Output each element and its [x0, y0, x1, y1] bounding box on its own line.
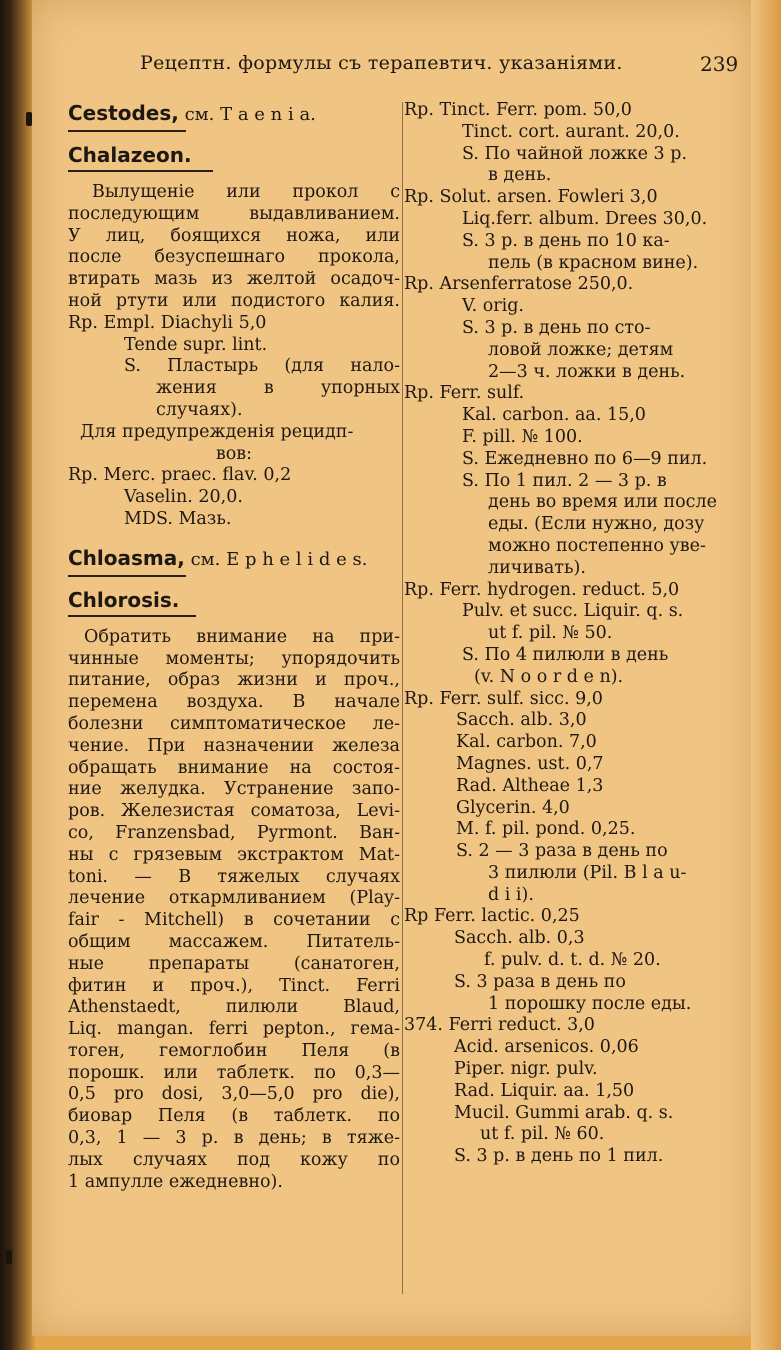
recipe-line: S. По чайной ложке 3 р. [462, 143, 688, 164]
recipe-line: M. f. pil. pond. 0,25. [456, 819, 636, 840]
cross-reference: см. E p h e l i d e s. [184, 548, 368, 570]
text-line: Вылущеніе или прокол с [92, 182, 400, 202]
recipe-line: Sacch. alb. 3,0 [456, 710, 587, 731]
recipe-line: Sacch. alb. 0,3 [454, 928, 585, 949]
entry-heading-chalazeon: Chalazeon. [68, 143, 192, 167]
recipe-line: S. 3 р. в день по 1 пил. [454, 1146, 664, 1167]
recipe-line: Pulv. et succ. Liquir. q. s. [462, 601, 684, 622]
text-line: общим массажем. Питатель- [68, 931, 400, 952]
recipe-line: личивать). [488, 557, 586, 578]
recipe-line: 3 пилюли (Pil. B l a u- [488, 862, 687, 883]
recipe-line: Acid. arsenicos. 0,06 [454, 1037, 639, 1058]
recipe-line: S. По 4 пилюли в день [462, 644, 669, 665]
recipe-line: Kal. carbon. aa. 15,0 [462, 405, 646, 426]
recipe-line: Rp. Arsenferratose 250,0. [404, 274, 634, 295]
recipe-line: S. По 1 пил. 2 — 3 р. в [462, 470, 667, 491]
heading-term: Chloasma, [68, 545, 185, 570]
entry-heading-cestodes [68, 100, 400, 128]
print-mark [6, 1250, 12, 1264]
recipe-line: Rp. Ferr. sulf. sicc. 9,0 [404, 688, 603, 709]
chlorosis-body [68, 627, 400, 1194]
page-edge [751, 0, 781, 1350]
text-line: Liq. mangan. ferri pepton., гема- [68, 1019, 400, 1040]
chalazeon-body [68, 182, 400, 531]
text-line: ной ртути или подистого калия. [68, 290, 400, 311]
text-line: обращать внимание на состоя- [68, 757, 400, 778]
print-mark [26, 112, 32, 126]
text-line: fair - Mitchell) в сочетании с [68, 910, 400, 931]
text-line: 1 ампулле ежедневно). [68, 1171, 283, 1192]
text-line: toni. — В тяжелых случаях [68, 866, 400, 887]
recipe-line: S. Пластырь (для нало- [124, 356, 400, 377]
text-line: лых случаях под кожу по [68, 1149, 400, 1170]
column-divider [402, 102, 403, 1294]
recipe-line: S. 3 раза в день по [454, 971, 626, 992]
text-line: лечение откармливанием (Play- [68, 888, 400, 909]
entry-heading-chloasma [68, 545, 400, 573]
recipe-line: в день. [488, 165, 552, 186]
recipe-line: Rp Ferr. lactic. 0,25 [404, 906, 580, 927]
recipe-line: Magnes. ust. 0,7 [456, 753, 604, 774]
recipe-line: F. pill. № 100. [462, 426, 583, 447]
recipe-line: (v. N o o r d e n). [474, 666, 624, 687]
recipe-line: Tinct. cort. aurant. 20,0. [462, 121, 680, 142]
text-line: питание, образ жизни и проч., [68, 670, 400, 691]
recipe-line: пель (в красном вине). [488, 252, 699, 273]
text-line: ние желудка. Устранение запо- [68, 779, 400, 800]
text-line: ров. Железистая соматоза, Levi- [68, 801, 400, 822]
text-line: фитин и проч.), Tinct. Ferri [68, 975, 400, 996]
text-line: биовар Пеля (в таблетк. по [68, 1106, 400, 1127]
recipe-line: 374. Ferri reduct. 3,0 [404, 1015, 595, 1036]
heading-underline [68, 170, 213, 172]
heading-underline [68, 615, 196, 617]
left-column [68, 100, 400, 1193]
recipe-line: 2—3 ч. ложки в день. [488, 361, 686, 382]
recipe-line: Vaselin. 20,0. [124, 487, 243, 508]
recipe-line: S. 3 р. в день по сто- [462, 317, 651, 338]
heading-underline [68, 575, 186, 577]
recipe-line: Rp. Empl. Diachyli 5,0 [68, 312, 267, 333]
recipe-line: Rad. Liquir. aa. 1,50 [454, 1080, 635, 1101]
recipe-line: Rp. Ferr. hydrogen. reduct. 5,0 [404, 579, 680, 600]
spacer [68, 531, 400, 545]
text-line: болезни симптоматическое ле- [68, 713, 400, 734]
recipe-line: 1 порошку после еды. [488, 993, 692, 1014]
text-line: co, Franzensbad, Pyrmont. Ван- [68, 822, 400, 843]
text-line: порошк. или таблетк. по 0,3— [68, 1062, 400, 1083]
recipe-line: ut f. pil. № 60. [480, 1124, 605, 1145]
recipe-line: Rp. Tinct. Ferr. pom. 50,0 [404, 100, 632, 120]
recipe-line: Kal. carbon. 7,0 [456, 732, 597, 753]
recipe-line: Liq.ferr. album. Drees 30,0. [462, 208, 708, 229]
recipe-line: можно постепенно уве- [488, 535, 706, 556]
cross-reference: см. T a e n i a. [178, 104, 316, 125]
text-line: вов: [215, 443, 253, 464]
text-line: ны с грязевым экстрактом Mat- [68, 844, 400, 865]
recipe-line: Rp. Merc. praec. flav. 0,2 [68, 465, 292, 486]
heading-term: Cestodes, [68, 101, 179, 125]
recipe-line: S. 3 р. в день по 10 ка- [462, 230, 670, 251]
recipe-line: Tende supr. lint. [124, 334, 268, 355]
text-line: 0,3, 1 — 3 р. в день; в тяже- [68, 1128, 400, 1149]
recipe-line: Rp. Ferr. sulf. [404, 383, 525, 404]
running-header: Рецептн. формулы съ терапевтич. указаніями. [140, 52, 623, 74]
text-line: Для предупрежденія рецидп- [80, 421, 354, 442]
recipe-line: ловой ложке; детям [488, 339, 674, 360]
text-line: чинные моменты; упорядочить [68, 648, 400, 669]
text-line: чение. При назначении железа [68, 735, 400, 756]
recipe-line: еды. (Если нужно, дозу [488, 514, 705, 535]
recipe-line: день во время или после [488, 492, 717, 513]
recipe-line: f. pulv. d. t. d. № 20. [484, 950, 661, 971]
recipe-line: Glycerin. 4,0 [456, 797, 570, 818]
entry-heading-chlorosis: Chlorosis. [68, 587, 180, 612]
heading-underline [68, 130, 186, 132]
text-line: втирать мазь из желтой осадоч- [68, 269, 400, 290]
book-spine-shadow [0, 0, 36, 1350]
recipe-line: жения в упорных [156, 378, 400, 399]
right-column [404, 100, 744, 1168]
text-line: после безуспешнаго прокола, [68, 247, 400, 268]
recipe-line: Rp. Solut. arsen. Fowleri 3,0 [404, 187, 658, 208]
recipe-line: d i i). [488, 884, 534, 905]
recipe-line: Piper. nigr. pulv. [454, 1059, 598, 1080]
recipe-line: ut f. pil. № 50. [488, 623, 613, 644]
recipe-line: случаях). [156, 399, 243, 420]
recipe-line: S. Ежедневно по 6—9 пил. [462, 448, 708, 469]
text-line: перемена воздуха. В начале [68, 692, 400, 713]
text-line: тоген, гемоглобин Пеля (в [68, 1040, 400, 1061]
page-number: 239 [700, 52, 739, 76]
text-line: У лиц, боящихся ножа, или [68, 225, 400, 246]
recipe-line: Mucil. Gummi arab. q. s. [454, 1102, 674, 1123]
text-line: последующим выдавливанием. [68, 203, 400, 224]
recipe-line: V. orig. [462, 296, 524, 317]
text-line: Athenstaedt, пилюли Blaud, [68, 997, 400, 1018]
recipe-line: MDS. Мазь. [124, 508, 232, 529]
text-line: Обратить внимание на при- [84, 626, 400, 647]
text-line: ные препараты (санатоген, [68, 953, 400, 974]
recipe-line: Rad. Altheae 1,3 [456, 775, 604, 796]
text-line: 0,5 pro dosi, 3,0—5,0 pro die), [68, 1084, 400, 1105]
recipe-line: S. 2 — 3 раза в день по [456, 841, 668, 862]
